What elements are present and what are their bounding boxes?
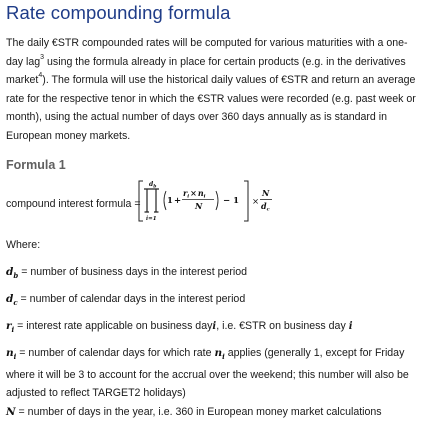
definition-ni — [6, 344, 422, 402]
formula-graphic — [135, 178, 285, 224]
fraction-N: N — [262, 188, 270, 198]
left-paren — [164, 191, 166, 210]
def-dc-sub: c — [13, 298, 18, 308]
where-label: Where: — [6, 239, 41, 251]
page-title: Rate compounding formula — [6, 2, 231, 23]
def-dc-sym: d — [6, 293, 14, 305]
intro-paragraph — [6, 34, 422, 145]
def-ri-sub: i — [11, 325, 15, 335]
def-db-text: = number of business days in the interest period — [18, 266, 248, 278]
formula-label: compound interest formula = — [6, 198, 141, 210]
def-ri-sym: r — [6, 320, 12, 332]
intro-text-1: The daily €STR compounded rates will be computed for various maturities with a one-day lag — [6, 37, 408, 68]
formula-one: 1 — [167, 196, 173, 206]
def-N-sym: N — [6, 406, 16, 418]
def-ni-text: = number of calendar days for which rate — [16, 347, 215, 359]
def-ri-tail: , i.e. €STR on business day — [216, 320, 349, 332]
product-symbol — [144, 189, 159, 212]
definition-db — [6, 263, 422, 285]
numerator-times: × — [190, 188, 197, 198]
intro-text-3: ). The formula will use the historical daily values of €STR and return an average rate for the respective tenor in which the €STR values were recorded (e.g. past week or month), using the actual number of days over 360 days annually as is standard in European money markets. — [6, 74, 416, 142]
def-ni-sub: i — [13, 352, 17, 362]
compound-interest-formula — [135, 178, 285, 224]
def-ni-inline-sym: n — [214, 347, 223, 359]
def-ri-inline-sym: i — [212, 321, 217, 332]
right-paren — [216, 191, 218, 210]
definition-N — [6, 403, 422, 421]
right-bracket — [244, 181, 248, 221]
def-N-text: = number of days in the year, i.e. 360 in European money market calculations — [15, 406, 382, 418]
left-bracket — [139, 181, 143, 221]
formula-heading: Formula 1 — [6, 158, 66, 172]
intro-text-2: using the formula already in place for certain products (e.g. in the derivatives market — [6, 55, 406, 86]
definition-ri — [6, 317, 422, 339]
numerator-r-sub: i — [187, 193, 190, 200]
numerator-n-sub: i — [203, 193, 206, 200]
def-ni-tail: applies (generally 1, except for Friday where it will be 3 to account for the accrual over the weekend; this number will also be adjusted to reflect TARGET2 holidays) — [6, 347, 409, 400]
product-lower-limit: i=1 — [146, 216, 157, 222]
def-dc-text: = number of calendar days in the interest period — [17, 293, 246, 305]
def-ni-inline-sub: i — [222, 352, 225, 362]
svg-text:dc — [261, 201, 270, 213]
def-ri-tail-sym: i — [348, 321, 353, 332]
numerator-r: r — [183, 188, 188, 198]
product-upper-sub: b — [153, 184, 157, 190]
def-db-sym: d — [6, 266, 14, 278]
fraction-d-sub: c — [266, 206, 270, 213]
def-db-sub: b — [13, 271, 19, 281]
numerator-n: n — [197, 188, 204, 198]
product-upper-limit: d — [149, 181, 154, 188]
def-ni-sym: n — [6, 347, 14, 359]
minus-one: − 1 — [223, 196, 239, 206]
formula-plus: + — [174, 196, 182, 206]
fraction-d: d — [261, 201, 267, 211]
outer-times: × — [252, 197, 260, 207]
denominator-N: N — [195, 201, 203, 211]
svg-text:ri×ni — [183, 188, 206, 200]
footnote-ref-4[interactable]: 4 — [38, 72, 43, 80]
definition-dc — [6, 290, 422, 312]
svg-text:db — [149, 181, 156, 190]
def-ri-text: = interest rate applicable on business day — [14, 320, 213, 332]
footnote-ref-3[interactable]: 3 — [40, 53, 45, 61]
